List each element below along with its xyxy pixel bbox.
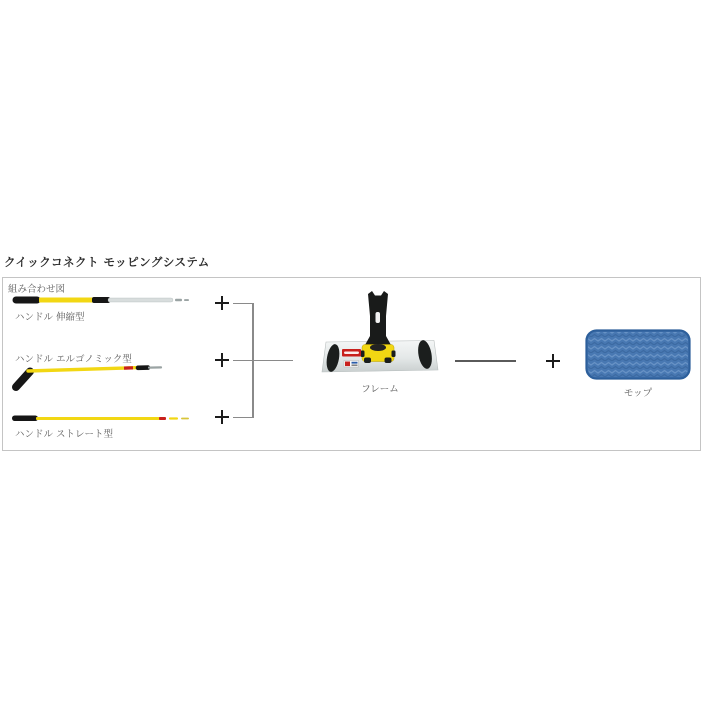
- mop-label: モップ: [623, 388, 653, 399]
- frame-image: [320, 288, 440, 380]
- page-title: クイックコネクト モッピングシステム: [4, 255, 210, 269]
- connector-line-frame-mop: [455, 360, 516, 362]
- connector-line-middle: [233, 360, 293, 362]
- ergonomic-handle-label: ハンドル エルゴノミック型: [15, 354, 132, 365]
- connector-line-bottom: [233, 417, 253, 419]
- telescopic-handle-label: ハンドル 伸縮型: [15, 312, 85, 323]
- plus-icon: [215, 296, 229, 310]
- plus-icon: [215, 353, 229, 367]
- straight-handle-image: [10, 413, 195, 423]
- telescopic-handle-image: [12, 295, 192, 307]
- mop-pad-image: [585, 329, 691, 380]
- connector-line-top: [233, 303, 253, 305]
- frame-label: フレーム: [361, 384, 399, 395]
- combination-diagram-label: 組み合わせ図: [8, 284, 66, 295]
- straight-handle-label: ハンドル ストレート型: [15, 429, 114, 440]
- ergonomic-handle-image: [10, 360, 170, 392]
- plus-icon: [215, 410, 229, 424]
- plus-icon: [546, 354, 560, 368]
